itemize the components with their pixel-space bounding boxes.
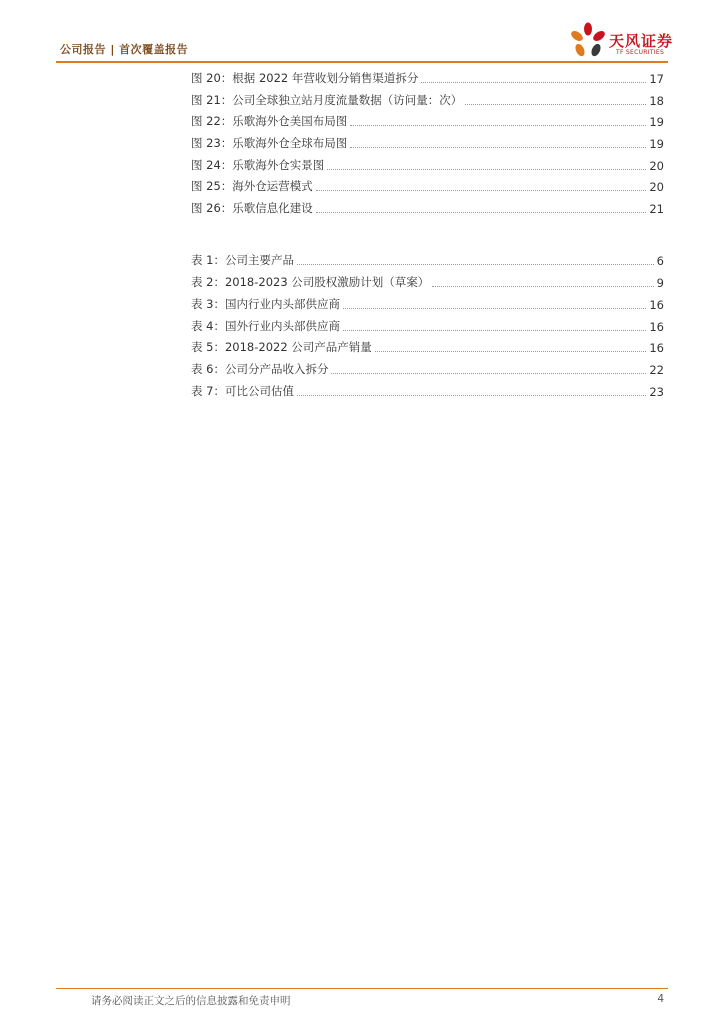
toc-leader-dots: [350, 147, 646, 148]
toc-entry-table-7[interactable]: [191, 383, 664, 399]
toc-page-number: 18: [649, 94, 664, 108]
toc-leader-dots: [350, 125, 646, 126]
toc-leader-dots: [297, 264, 654, 265]
toc-leader-dots: [331, 373, 646, 374]
toc-entry-table-2[interactable]: [191, 274, 664, 290]
toc-entry-label: 图 25：海外仓运营模式: [191, 179, 313, 193]
toc-leader-dots: [343, 330, 646, 331]
toc-leader-dots: [316, 190, 647, 191]
toc-page-number: 20: [649, 159, 664, 173]
toc-entry-label: 图 24：乐歌海外仓实景图: [191, 158, 325, 172]
toc-page-number: 17: [649, 72, 664, 86]
flower-logo-icon: [568, 22, 608, 60]
toc-leader-dots: [432, 286, 653, 287]
toc-entry-label: 表 3：国内行业内头部供应商: [191, 297, 340, 311]
toc-leader-dots: [375, 351, 647, 352]
report-type-label: 公司报告 | 首次覆盖报告: [60, 43, 189, 56]
footer-divider: [56, 988, 668, 989]
toc-page-number: 16: [649, 341, 664, 355]
toc-entry-label: 表 7：可比公司估值: [191, 384, 294, 398]
toc-leader-dots: [343, 308, 646, 309]
logo-name-cn: 天风证券: [609, 32, 674, 50]
company-logo: [568, 22, 672, 60]
footer-disclaimer: 请务必阅读正文之后的信息披露和免责申明: [91, 995, 291, 1007]
toc-leader-dots: [297, 395, 646, 396]
toc-page-number: 16: [649, 298, 664, 312]
toc-leader-dots: [421, 82, 646, 83]
page-number: 4: [657, 993, 664, 1005]
toc-entry-label: 表 5：2018-2022 公司产品产销量: [191, 340, 372, 354]
toc-leader-dots: [316, 212, 647, 213]
toc-entry-label: 图 20：根据 2022 年营收划分销售渠道拆分: [191, 71, 419, 85]
toc-page-number: 16: [649, 320, 664, 334]
toc-entry-label: 表 4：国外行业内头部供应商: [191, 319, 340, 333]
toc-entry-figure-25[interactable]: [191, 178, 664, 194]
toc-entry-table-5[interactable]: [191, 339, 664, 355]
toc-entry-label: 图 23：乐歌海外仓全球布局图: [191, 136, 348, 150]
toc-entry-figure-24[interactable]: [191, 157, 664, 173]
toc-page-number: 9: [656, 276, 664, 290]
toc-entry-table-1[interactable]: [191, 252, 664, 268]
toc-entry-figure-20[interactable]: [191, 70, 664, 86]
toc-leader-dots: [465, 104, 646, 105]
toc-entry-table-3[interactable]: [191, 296, 664, 312]
toc-entry-figure-23[interactable]: [191, 135, 664, 151]
toc-page-number: 22: [649, 363, 664, 377]
toc-entry-label: 图 26：乐歌信息化建设: [191, 201, 313, 215]
toc-entry-figure-26[interactable]: [191, 200, 664, 216]
toc-page-number: 20: [649, 180, 664, 194]
header-divider: [56, 61, 668, 63]
toc-entry-label: 图 22：乐歌海外仓美国布局图: [191, 114, 348, 128]
toc-entry-label: 图 21：公司全球独立站月度流量数据（访问量：次）: [191, 93, 463, 107]
toc-entry-label: 表 2：2018-2023 公司股权激励计划（草案）: [191, 275, 430, 289]
toc-entry-table-6[interactable]: [191, 361, 664, 377]
toc-entry-label: 表 6：公司分产品收入拆分: [191, 362, 329, 376]
toc-entry-table-4[interactable]: [191, 318, 664, 334]
toc-entry-label: 表 1：公司主要产品: [191, 253, 294, 267]
toc-entry-figure-21[interactable]: [191, 92, 664, 108]
toc-page-number: 21: [649, 202, 664, 216]
toc-page-number: 6: [656, 254, 664, 268]
logo-name-en: TF SECURITIES: [616, 49, 665, 56]
toc-page-number: 19: [649, 137, 664, 151]
toc-leader-dots: [327, 169, 646, 170]
toc-page-number: 23: [649, 385, 664, 399]
toc-entry-figure-22[interactable]: [191, 113, 664, 129]
toc-page-number: 19: [649, 115, 664, 129]
